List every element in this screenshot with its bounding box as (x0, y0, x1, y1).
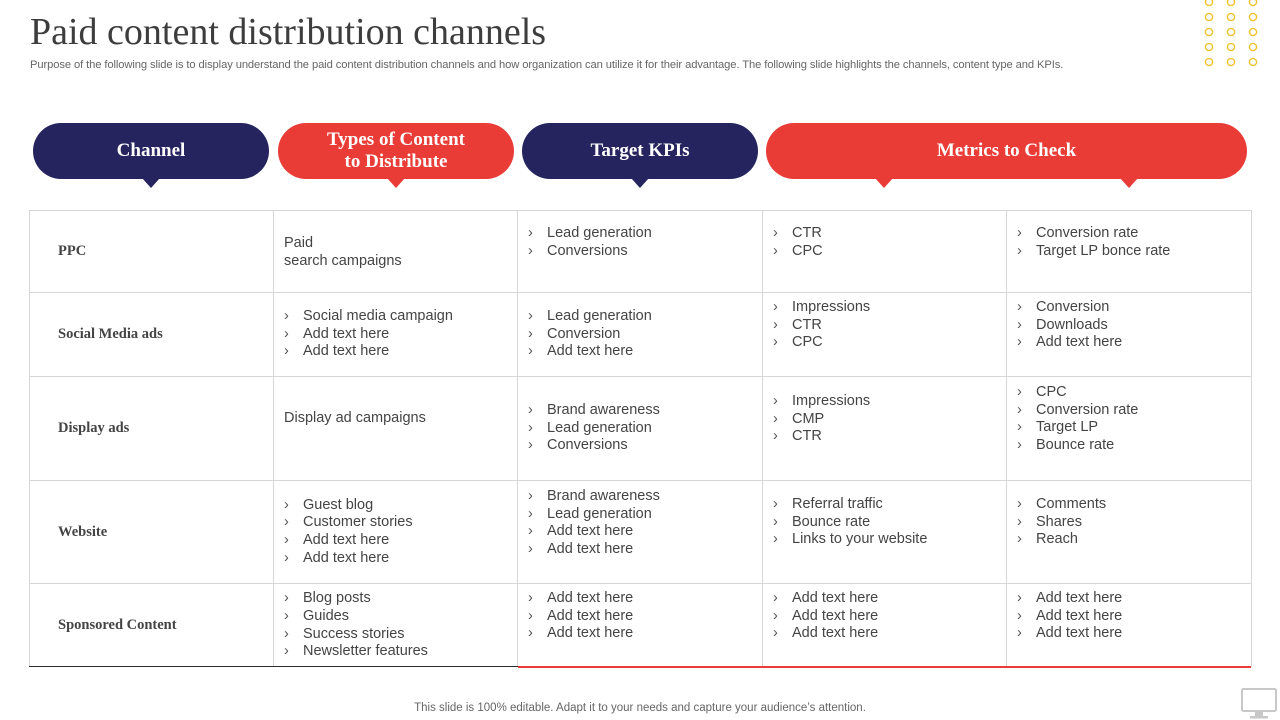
list-item: › Add text here (528, 607, 634, 624)
kpi-list (518, 488, 762, 558)
content-cell (274, 481, 518, 584)
list-item: › Bounce rate (773, 513, 871, 530)
kpi-cell (518, 377, 763, 481)
chevron-right-icon: › (528, 419, 533, 436)
list-item: › Add text here (1017, 590, 1123, 606)
list-item: › CTR (773, 316, 822, 333)
chevron-right-icon: › (528, 437, 533, 454)
chevron-right-icon: › (773, 242, 778, 259)
chevron-right-icon: › (528, 343, 533, 360)
list-item: › Add text here (284, 325, 390, 342)
table-row (30, 293, 1252, 377)
metrics-list (763, 496, 1006, 549)
header-content-types-pointer (387, 178, 405, 188)
list-item: › Reach (1017, 531, 1078, 548)
list-item: › Shares (1017, 513, 1082, 530)
metrics-list (763, 299, 1006, 352)
metrics-list (1007, 384, 1251, 454)
list-item: › Conversion (528, 325, 621, 342)
chevron-right-icon: › (773, 428, 778, 445)
list-item: › Downloads (1017, 316, 1108, 333)
list-item: › Add text here (773, 607, 879, 624)
list-item: › Target LP bonce rate (1017, 242, 1171, 259)
metrics-list (1007, 590, 1251, 643)
header-content-types-line2: to Distribute (344, 151, 448, 172)
header-channel (33, 123, 269, 179)
list-item: › Target LP (1017, 419, 1099, 436)
channel-cell: Display ads (30, 377, 274, 481)
chevron-right-icon: › (284, 343, 289, 360)
list-item: › Conversions (528, 242, 628, 259)
chevron-right-icon: › (773, 334, 778, 351)
table-row (30, 584, 1252, 668)
list-item: › Impressions (773, 299, 871, 315)
kpi-list (518, 402, 762, 455)
chevron-right-icon: › (284, 607, 289, 624)
list-item: › Links to your website (773, 531, 928, 548)
list-item: › Add text here (528, 590, 634, 606)
chevron-right-icon: › (773, 225, 778, 241)
list-item: › Conversion (1017, 299, 1110, 315)
list-item: › Conversion rate (1017, 401, 1139, 418)
list-item: › Add text here (284, 532, 390, 548)
list-item: › Lead generation (528, 308, 652, 325)
chevron-right-icon: › (528, 402, 533, 419)
header-metrics-pointer-left (875, 178, 893, 188)
chevron-right-icon: › (773, 299, 778, 315)
monitor-icon (1240, 688, 1278, 720)
table-row (30, 377, 1252, 481)
chevron-right-icon: › (773, 607, 778, 624)
chevron-right-icon: › (773, 590, 778, 606)
chevron-right-icon: › (528, 488, 533, 504)
chevron-right-icon: › (1017, 513, 1022, 530)
list-item: › Guest blog (284, 496, 374, 513)
table-row (30, 211, 1252, 293)
list-item: › Add text here (1017, 334, 1123, 351)
content-text-line: search campaigns (284, 252, 402, 269)
kpi-cell (518, 211, 763, 293)
chevron-right-icon: › (773, 625, 778, 642)
list-item: › Add text here (284, 549, 390, 566)
list-item: › CTR (773, 225, 822, 241)
chevron-right-icon: › (528, 325, 533, 342)
chevron-right-icon: › (528, 242, 533, 259)
metrics-cell (1007, 481, 1252, 584)
list-item: › CPC (1017, 384, 1067, 400)
chevron-right-icon: › (284, 643, 289, 660)
list-item: › Brand awareness (528, 402, 660, 419)
content-list (274, 590, 517, 660)
chevron-right-icon: › (1017, 531, 1022, 548)
list-item: › Bounce rate (1017, 436, 1115, 453)
list-item: › Add text here (528, 343, 634, 360)
list-item: › Add text here (1017, 625, 1123, 642)
metrics-list (1007, 225, 1251, 260)
header-target-kpis-pointer (631, 178, 649, 188)
metrics-list (1007, 299, 1251, 352)
chevron-right-icon: › (528, 607, 533, 624)
chevron-right-icon: › (1017, 625, 1022, 642)
header-metrics (766, 123, 1247, 179)
channel-cell: Website (30, 481, 274, 584)
list-item: › CPC (773, 242, 823, 259)
chevron-right-icon: › (773, 496, 778, 512)
list-item: › Impressions (773, 393, 871, 409)
kpi-list (518, 225, 762, 260)
chevron-right-icon: › (1017, 225, 1022, 241)
chevron-right-icon: › (1017, 334, 1022, 351)
slide-title: Paid content distribution channels (30, 11, 547, 53)
chevron-right-icon: › (528, 625, 533, 642)
chevron-right-icon: › (1017, 607, 1022, 624)
chevron-right-icon: › (528, 505, 533, 522)
metrics-cell (763, 584, 1007, 668)
header-metrics-label: Metrics to Check (936, 140, 1077, 161)
chevron-right-icon: › (773, 410, 778, 427)
content-cell (274, 293, 518, 377)
chevron-right-icon: › (528, 225, 533, 241)
chevron-right-icon: › (1017, 496, 1022, 512)
metrics-cell (763, 211, 1007, 293)
list-item: › Comments (1017, 496, 1107, 512)
table-row (30, 481, 1252, 584)
header-content-types-line1: Types of Content (327, 129, 465, 150)
header-channel-label: Channel (116, 140, 186, 161)
metrics-cell (1007, 584, 1252, 668)
chevron-right-icon: › (1017, 401, 1022, 418)
list-item: › Add text here (773, 625, 879, 642)
slide-subtitle: Purpose of the following slide is to display understand the paid content distribution channels and how organization can utilize it for their advantage. The following slide highlights the channels, content type and KPIs. (30, 59, 1064, 71)
chevron-right-icon: › (773, 531, 778, 548)
content-list (274, 497, 517, 567)
chevron-right-icon: › (1017, 419, 1022, 436)
list-item: › CTR (773, 428, 822, 445)
metrics-cell (763, 377, 1007, 481)
list-item: › Add text here (528, 523, 634, 540)
metrics-cell (1007, 211, 1252, 293)
kpi-list (518, 590, 762, 643)
list-item: › Add text here (773, 590, 879, 606)
footer-note: This slide is 100% editable. Adapt it to your needs and capture your audience’s attention. (414, 702, 866, 714)
content-text-line: Paid (284, 234, 314, 251)
header-content-types (278, 123, 514, 179)
chevron-right-icon: › (1017, 242, 1022, 259)
list-item: › CPC (773, 334, 823, 351)
chevron-right-icon: › (1017, 299, 1022, 315)
list-item: › Referral traffic (773, 496, 883, 512)
header-channel-pointer (142, 178, 160, 188)
chevron-right-icon: › (284, 325, 289, 342)
chevron-right-icon: › (284, 625, 289, 642)
list-item: › Customer stories (284, 514, 413, 531)
chevron-right-icon: › (1017, 316, 1022, 333)
metrics-list (763, 225, 1006, 260)
chevron-right-icon: › (284, 590, 289, 607)
chevron-right-icon: › (528, 540, 533, 557)
chevron-right-icon: › (528, 590, 533, 606)
list-item: › Social media campaign (284, 308, 453, 325)
list-item: › Lead generation (528, 225, 652, 241)
list-item: › CMP (773, 410, 825, 427)
table-bottom-accent-rule (518, 666, 1251, 668)
content-cell (274, 377, 518, 481)
content-text: Display ad campaigns (284, 410, 426, 426)
chevron-right-icon: › (284, 308, 289, 325)
list-item: › Success stories (284, 625, 405, 642)
list-item: › Lead generation (528, 419, 652, 436)
content-text (274, 234, 517, 270)
channel-cell: Sponsored Content (30, 584, 274, 668)
list-item: › Conversions (528, 437, 628, 454)
header-target-kpis-label: Target KPIs (590, 140, 690, 161)
decorative-dots-icon (1200, 0, 1270, 82)
header-metrics-pointer-right (1120, 178, 1138, 188)
chevron-right-icon: › (773, 316, 778, 333)
list-item: › Add text here (284, 343, 390, 360)
content-list (274, 308, 517, 361)
metrics-cell (763, 293, 1007, 377)
chevron-right-icon: › (1017, 384, 1022, 400)
list-item: › Add text here (1017, 607, 1123, 624)
chevron-right-icon: › (528, 523, 533, 540)
kpi-cell (518, 293, 763, 377)
chevron-right-icon: › (1017, 436, 1022, 453)
list-item: › Blog posts (284, 590, 371, 607)
chevron-right-icon: › (284, 514, 289, 531)
chevron-right-icon: › (284, 496, 289, 513)
list-item: › Add text here (528, 625, 634, 642)
metrics-cell (1007, 293, 1252, 377)
chevron-right-icon: › (528, 308, 533, 325)
list-item: › Conversion rate (1017, 225, 1139, 241)
chevron-right-icon: › (284, 532, 289, 548)
content-cell (274, 211, 518, 293)
table-bottom-rule (29, 666, 518, 667)
metrics-cell (763, 481, 1007, 584)
channel-cell: Social Media ads (30, 293, 274, 377)
chevron-right-icon: › (773, 393, 778, 409)
chevron-right-icon: › (284, 549, 289, 566)
metrics-cell (1007, 377, 1252, 481)
list-item: › Add text here (528, 540, 634, 557)
metrics-list (763, 393, 1006, 446)
metrics-list (763, 590, 1006, 643)
kpi-list (518, 308, 762, 361)
header-target-kpis (522, 123, 758, 179)
list-item: › Newsletter features (284, 643, 428, 660)
metrics-list (1007, 496, 1251, 549)
list-item: › Guides (284, 607, 349, 624)
channel-cell: PPC (30, 211, 274, 293)
list-item: › Brand awareness (528, 488, 660, 504)
chevron-right-icon: › (773, 513, 778, 530)
list-item: › Lead generation (528, 505, 652, 522)
channels-table (29, 210, 1252, 668)
chevron-right-icon: › (1017, 590, 1022, 606)
content-cell (274, 584, 518, 668)
kpi-cell (518, 481, 763, 584)
kpi-cell (518, 584, 763, 668)
